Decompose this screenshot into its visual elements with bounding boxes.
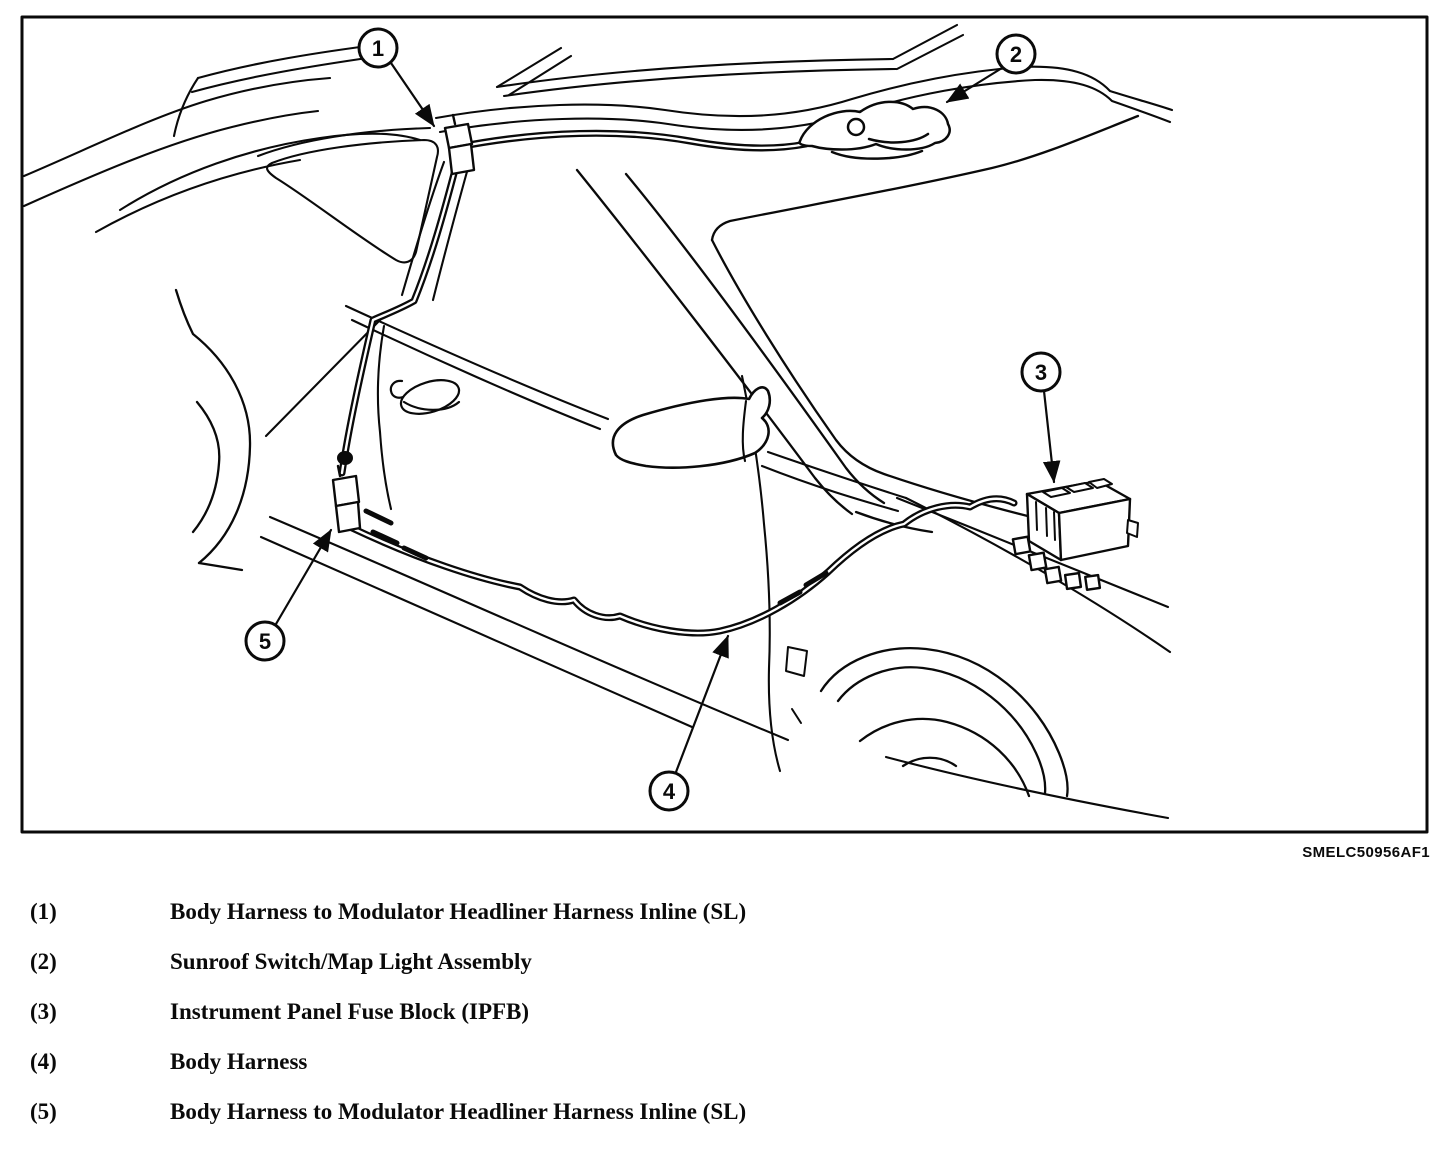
callout-1: [359, 29, 434, 126]
legend-label: Sunroof Switch/Map Light Assembly: [170, 949, 532, 974]
quarter-window: [258, 128, 438, 262]
callout-5-number: 5: [258, 629, 272, 654]
side-mirror: [613, 387, 770, 467]
headliner-inline-connector-lower: [333, 451, 360, 532]
legend-label: Body Harness to Modulator Headliner Harness Inline (SL): [170, 899, 747, 924]
legend-label: Body Harness: [170, 1049, 308, 1074]
roof-rails: [436, 67, 1172, 132]
legend-item-3: [30, 997, 1430, 1026]
door-rear-edge: [378, 326, 391, 509]
figure-code: SMELC50956AF1: [1302, 844, 1430, 861]
a-pillar-windshield: [577, 116, 1138, 532]
legend-item-4: [30, 1047, 1430, 1076]
headliner-inline-connector-upper: [445, 115, 474, 174]
callout-2: [947, 35, 1035, 102]
legend-index: (5): [30, 1099, 57, 1124]
rocker-harness-line: [352, 499, 1014, 633]
ipfb-block: [1013, 479, 1138, 590]
pillar-harness-line: [342, 166, 456, 473]
callout-2-number: 2: [1009, 42, 1023, 67]
callout-2-leader: [947, 68, 1002, 102]
legend-item-2: [30, 947, 1430, 976]
sunroof-switch-assembly: [800, 102, 950, 159]
legend-item-5: [30, 1097, 1430, 1126]
legend-index: (1): [30, 899, 57, 924]
legend-label: Body Harness to Modulator Headliner Harness Inline (SL): [170, 1099, 747, 1124]
callout-4-number: 4: [662, 779, 676, 804]
sunroof-opening: [497, 25, 963, 96]
callout-5-leader: [276, 530, 331, 624]
callout-4-leader: [676, 636, 728, 772]
front-wheel-arch: [786, 647, 1068, 796]
rear-wheel-arch: [176, 290, 250, 570]
legend-index: (2): [30, 949, 57, 974]
car-rear-section: [24, 44, 420, 232]
legend-label: Instrument Panel Fuse Block (IPFB): [170, 999, 530, 1024]
callout-1-number: 1: [371, 36, 385, 61]
legend-index: (4): [30, 1049, 57, 1074]
door-handle-icon: [391, 374, 463, 420]
callout-1-leader: [391, 63, 434, 126]
callout-3: [1022, 353, 1060, 482]
legend: [30, 897, 1430, 1147]
legend-item-1: [30, 897, 1430, 926]
callout-3-number: 3: [1034, 360, 1048, 385]
harness-runs: [342, 133, 1014, 633]
legend-index: (3): [30, 999, 57, 1024]
callout-3-leader: [1044, 391, 1054, 482]
callout-4: [650, 636, 728, 810]
